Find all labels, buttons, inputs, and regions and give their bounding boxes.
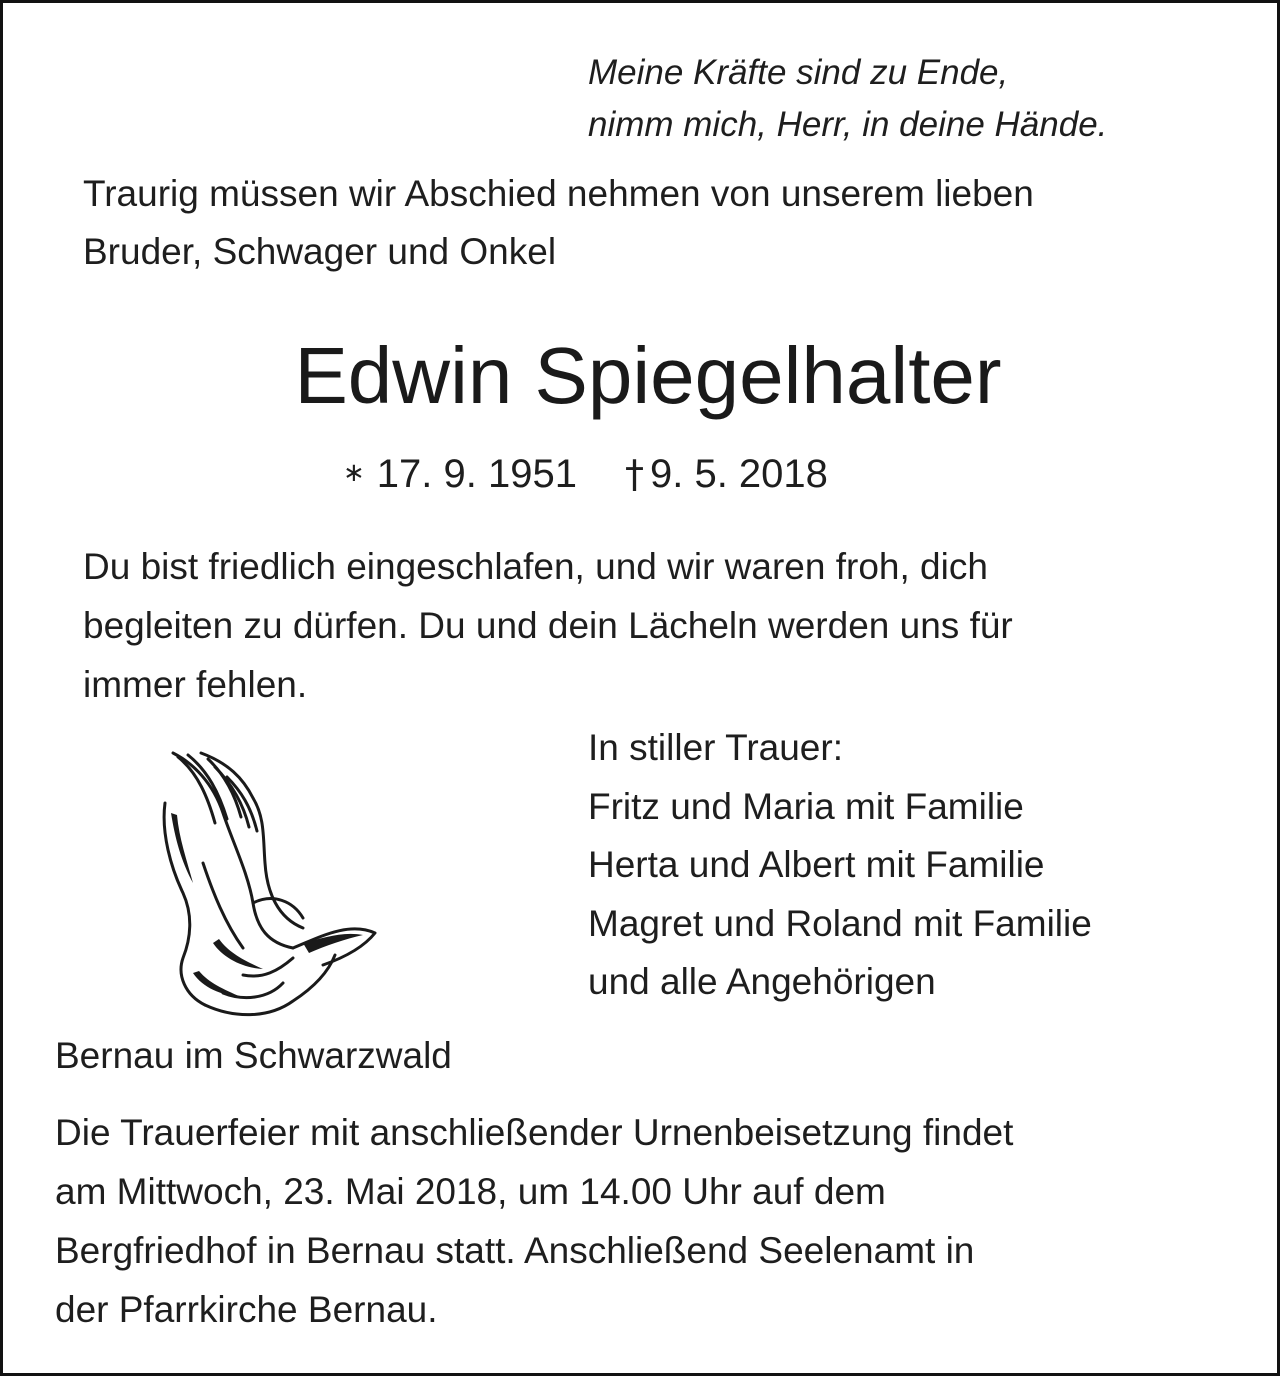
motto-line: nimm mich, Herr, in deine Hände. [588, 105, 1108, 144]
birth-date: 17. 9. 1951 [376, 452, 577, 496]
motto-line: Meine Kräfte sind zu Ende, [588, 53, 1009, 92]
eulogy-line: Du bist friedlich eingeschlafen, und wir waren froh, dich [83, 546, 988, 587]
praying-hands-icon [153, 743, 383, 1033]
eulogy-line: begleiten zu dürfen. Du und dein Lächeln werden uns für [83, 605, 1013, 646]
motto-verse [588, 47, 1107, 151]
intro-line: Bruder, Schwager und Onkel [83, 231, 557, 272]
service-details [55, 1103, 1013, 1339]
service-line: am Mittwoch, 23. Mai 2018, um 14.00 Uhr auf dem [55, 1171, 886, 1212]
mourners-line: Herta und Albert mit Familie [588, 844, 1045, 885]
mourners-line: In stiller Trauer: [588, 727, 843, 768]
deceased-name: Edwin Spiegelhalter [294, 331, 1002, 420]
eulogy-text [83, 537, 1013, 714]
mourners-line: Fritz und Maria mit Familie [588, 785, 1024, 827]
death-date: 9. 5. 2018 [649, 452, 828, 496]
life-dates [343, 443, 828, 504]
service-line: der Pfarrkirche Bernau. [55, 1289, 438, 1330]
birth-star-icon: ∗ [343, 458, 365, 488]
intro-text [83, 165, 1034, 281]
place-name: Bernau im Schwarzwald [55, 1035, 452, 1076]
service-line: Die Trauerfeier mit anschließender Urnenbeisetzung findet [55, 1112, 1014, 1153]
service-line: Bergfriedhof in Bernau statt. Anschließend Seelenamt in [55, 1230, 975, 1271]
eulogy-line: immer fehlen. [83, 664, 308, 705]
mourners-line: und alle Angehörigen [588, 961, 936, 1002]
mourners-list [588, 719, 1092, 1012]
death-cross-icon: † [624, 452, 644, 496]
mourners-line: Magret und Roland mit Familie [588, 902, 1092, 944]
intro-line: Traurig müssen wir Abschied nehmen von unserem lieben [83, 173, 1034, 214]
